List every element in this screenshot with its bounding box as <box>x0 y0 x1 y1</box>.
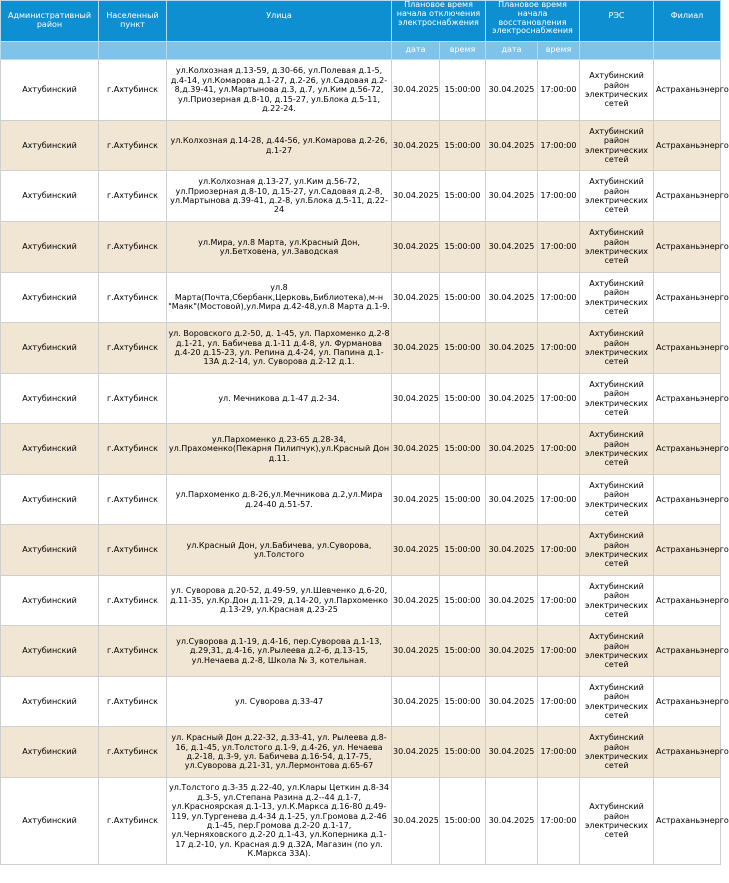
cell-settlement: г.Ахтубинск <box>99 576 167 626</box>
cell-on-time: 17:00:00 <box>538 525 580 576</box>
cell-off-date: 30.04.2025 <box>392 677 440 727</box>
table-row <box>1 525 721 576</box>
cell-off-time: 15:00:00 <box>440 171 486 222</box>
cell-district: Ахтубинский <box>1 171 99 222</box>
cell-off-date: 30.04.2025 <box>392 576 440 626</box>
col-res: РЭС <box>580 1 654 42</box>
cell-branch: Астраханьэнерго <box>654 626 721 677</box>
sub-empty <box>654 42 721 60</box>
col-branch: Филиал <box>654 1 721 42</box>
cell-on-date: 30.04.2025 <box>486 171 538 222</box>
table-row <box>1 374 721 424</box>
table-row <box>1 323 721 374</box>
cell-res: Ахтубинский район электрических сетей <box>580 677 654 727</box>
cell-settlement: г.Ахтубинск <box>99 60 167 121</box>
cell-street: ул.Красный Дон, ул.Бабичева, ул.Суворова, ул.Толстого <box>167 525 392 576</box>
cell-res: Ахтубинский район электрических сетей <box>580 374 654 424</box>
cell-branch: Астраханьэнерго <box>654 171 721 222</box>
cell-district: Ахтубинский <box>1 626 99 677</box>
cell-street: ул.Суворова д.1-19, д.4-16, пер.Суворова д.1-13, д.29,31, д.4-16, ул.Рылеева д.2-6, д.13-15, ул.Нечаева д.2-8, Школа № 3, котельная. <box>167 626 392 677</box>
cell-street: ул.Колхозная д.13-59, д.30-66, ул.Полевая д.1-5, д.4-14, ул.Комарова д.1-27, д.2-26, ул.Садовая д.2-8,д.39-41, ул.Мартынова д.3, д.7, ул.Ким д.56-72, ул.Приозерная д.8-10, д.15-27, ул.Блока д.5-11, д.22-24. <box>167 60 392 121</box>
cell-street: ул. Красный Дон д.22-32, д.33-41, ул. Рылеева д.8-16, д.1-45, ул.Толстого д.1-9, д.4-26, ул. Нечаева д.2-18, д.3-9, ул. Бабичева д.16-54, д.17-75, ул.Суворова д.21-31, ул.Лермонтова д.65-67 <box>167 727 392 778</box>
cell-settlement: г.Ахтубинск <box>99 323 167 374</box>
cell-street: ул.Колхозная д.14-28, д.44-56, ул.Комарова д.2-26, д.1-27 <box>167 121 392 171</box>
cell-off-time: 15:00:00 <box>440 576 486 626</box>
cell-branch: Астраханьэнерго <box>654 374 721 424</box>
cell-on-date: 30.04.2025 <box>486 727 538 778</box>
cell-settlement: г.Ахтубинск <box>99 424 167 475</box>
cell-street: ул. Воровского д.2-50, д. 1-45, ул. Пархоменко д.2-8 д.1-21, ул. Бабичева д.1-11 д.4-8, ул. Фурманова д.4-20 д.15-23, ул. Репина д.4-24, ул. Папина д.1-13А д.2-14, ул. Суворова д.2-12 д.1. <box>167 323 392 374</box>
cell-off-time: 15:00:00 <box>440 525 486 576</box>
cell-settlement: г.Ахтубинск <box>99 677 167 727</box>
cell-on-time: 17:00:00 <box>538 576 580 626</box>
cell-off-date: 30.04.2025 <box>392 525 440 576</box>
cell-on-date: 30.04.2025 <box>486 525 538 576</box>
table-row <box>1 677 721 727</box>
cell-district: Ахтубинский <box>1 323 99 374</box>
cell-on-time: 17:00:00 <box>538 677 580 727</box>
cell-res: Ахтубинский район электрических сетей <box>580 576 654 626</box>
cell-off-time: 15:00:00 <box>440 677 486 727</box>
cell-on-date: 30.04.2025 <box>486 60 538 121</box>
cell-on-date: 30.04.2025 <box>486 273 538 323</box>
cell-district: Ахтубинский <box>1 374 99 424</box>
cell-res: Ахтубинский район электрических сетей <box>580 171 654 222</box>
table-body <box>1 60 729 865</box>
cell-off-date: 30.04.2025 <box>392 424 440 475</box>
cell-res: Ахтубинский район электрических сетей <box>580 323 654 374</box>
cell-on-time: 17:00:00 <box>538 60 580 121</box>
cell-on-date: 30.04.2025 <box>486 778 538 865</box>
cell-district: Ахтубинский <box>1 677 99 727</box>
table-row <box>1 273 721 323</box>
sub-off-time: время <box>440 42 486 60</box>
cell-branch: Астраханьэнерго <box>654 475 721 525</box>
col-settlement: Населенный пункт <box>99 1 167 42</box>
cell-district: Ахтубинский <box>1 273 99 323</box>
sub-off-date: дата <box>392 42 440 60</box>
cell-branch: Астраханьэнерго <box>654 121 721 171</box>
cell-branch: Астраханьэнерго <box>654 727 721 778</box>
cell-off-date: 30.04.2025 <box>392 323 440 374</box>
cell-on-date: 30.04.2025 <box>486 374 538 424</box>
cell-district: Ахтубинский <box>1 525 99 576</box>
table-row <box>1 727 721 778</box>
table-row <box>1 778 721 865</box>
cell-on-date: 30.04.2025 <box>486 626 538 677</box>
cell-settlement: г.Ахтубинск <box>99 222 167 273</box>
cell-settlement: г.Ахтубинск <box>99 171 167 222</box>
sub-empty <box>580 42 654 60</box>
sub-on-time: время <box>538 42 580 60</box>
col-restore-time: Плановое время начала восстановления электроснабжения <box>486 1 580 42</box>
table-row <box>1 171 721 222</box>
table-row <box>1 424 721 475</box>
cell-district: Ахтубинский <box>1 576 99 626</box>
cell-settlement: г.Ахтубинск <box>99 121 167 171</box>
cell-off-date: 30.04.2025 <box>392 727 440 778</box>
cell-on-time: 17:00:00 <box>538 727 580 778</box>
sub-empty <box>167 42 392 60</box>
cell-off-time: 15:00:00 <box>440 374 486 424</box>
cell-street: ул.8 Марта(Почта,Сбербанк,Церковь,Библиотека),м-н "Маяк"(Мостовой),ул.Мира д.42-48,ул.8 Марта д.1-9. <box>167 273 392 323</box>
cell-settlement: г.Ахтубинск <box>99 525 167 576</box>
cell-street: ул.Мира, ул.8 Марта, ул.Красный Дон, ул.Бетховена, ул.Заводская <box>167 222 392 273</box>
cell-district: Ахтубинский <box>1 727 99 778</box>
cell-off-date: 30.04.2025 <box>392 222 440 273</box>
cell-branch: Астраханьэнерго <box>654 677 721 727</box>
cell-branch: Астраханьэнерго <box>654 778 721 865</box>
cell-branch: Астраханьэнерго <box>654 576 721 626</box>
cell-on-time: 17:00:00 <box>538 778 580 865</box>
cell-off-time: 15:00:00 <box>440 727 486 778</box>
col-street: Улица <box>167 1 392 42</box>
cell-on-time: 17:00:00 <box>538 424 580 475</box>
table-row <box>1 576 721 626</box>
cell-on-time: 17:00:00 <box>538 475 580 525</box>
cell-on-time: 17:00:00 <box>538 222 580 273</box>
cell-off-time: 15:00:00 <box>440 626 486 677</box>
cell-res: Ахтубинский район электрических сетей <box>580 273 654 323</box>
cell-off-time: 15:00:00 <box>440 60 486 121</box>
cell-on-time: 17:00:00 <box>538 626 580 677</box>
cell-on-time: 17:00:00 <box>538 121 580 171</box>
cell-on-date: 30.04.2025 <box>486 424 538 475</box>
cell-on-date: 30.04.2025 <box>486 475 538 525</box>
cell-on-time: 17:00:00 <box>538 273 580 323</box>
cell-district: Ахтубинский <box>1 424 99 475</box>
table-row <box>1 626 721 677</box>
header-row <box>1 1 721 42</box>
cell-district: Ахтубинский <box>1 778 99 865</box>
cell-res: Ахтубинский район электрических сетей <box>580 727 654 778</box>
cell-district: Ахтубинский <box>1 60 99 121</box>
cell-off-date: 30.04.2025 <box>392 171 440 222</box>
cell-branch: Астраханьэнерго <box>654 323 721 374</box>
cell-district: Ахтубинский <box>1 121 99 171</box>
cell-street: ул. Суворова д.20-52, д.49-59, ул.Шевченко д.6-20, д.11-35, ул.Кр.Дон д.11-29, д.14-20, ул.Пархоменко д.13-29, ул.Красная д.23-25 <box>167 576 392 626</box>
sub-on-date: дата <box>486 42 538 60</box>
cell-off-time: 15:00:00 <box>440 424 486 475</box>
cell-settlement: г.Ахтубинск <box>99 727 167 778</box>
cell-res: Ахтубинский район электрических сетей <box>580 626 654 677</box>
cell-on-date: 30.04.2025 <box>486 323 538 374</box>
cell-res: Ахтубинский район электрических сетей <box>580 424 654 475</box>
table-row <box>1 121 721 171</box>
cell-off-time: 15:00:00 <box>440 222 486 273</box>
cell-settlement: г.Ахтубинск <box>99 626 167 677</box>
cell-res: Ахтубинский район электрических сетей <box>580 60 654 121</box>
cell-off-date: 30.04.2025 <box>392 626 440 677</box>
col-district: Административный район <box>1 1 99 42</box>
cell-branch: Астраханьэнерго <box>654 424 721 475</box>
cell-street: ул.Толстого д.3-35 д.22-40, ул.Клары Цеткин д.8-34 д.3-5, ул.Степана Разина д.2--44 д.1-7, ул.Красноярская д.1-13, ул.К.Маркса д.16-80 д.49-119, ул.Тургенева д.4-34 д.1-25, ул.Громова д.2-46 д.1-45, пер.Громова д.2-20 д.1-17, ул.Черняховского д.2-20 д.1-43, ул.Коперника д.1-17 д.2-10, ул. Красная д.9 д.32А, Магазин (по ул. К.Маркса 33А). <box>167 778 392 865</box>
cell-on-time: 17:00:00 <box>538 323 580 374</box>
table-row <box>1 60 721 121</box>
table-row <box>1 475 721 525</box>
subheader-row <box>1 42 721 60</box>
cell-settlement: г.Ахтубинск <box>99 273 167 323</box>
cell-branch: Астраханьэнерго <box>654 222 721 273</box>
cell-res: Ахтубинский район электрических сетей <box>580 525 654 576</box>
cell-off-date: 30.04.2025 <box>392 60 440 121</box>
cell-on-date: 30.04.2025 <box>486 222 538 273</box>
cell-settlement: г.Ахтубинск <box>99 778 167 865</box>
cell-street: ул. Мечникова д.1-47 д.2-34. <box>167 374 392 424</box>
cell-off-time: 15:00:00 <box>440 475 486 525</box>
cell-off-date: 30.04.2025 <box>392 374 440 424</box>
cell-district: Ахтубинский <box>1 475 99 525</box>
cell-street: ул.Пархоменко д.8-26,ул.Мечникова д.2,ул.Мира д.24-40 д.51-57. <box>167 475 392 525</box>
cell-res: Ахтубинский район электрических сетей <box>580 475 654 525</box>
table-row <box>1 222 721 273</box>
cell-on-date: 30.04.2025 <box>486 121 538 171</box>
cell-street: ул.Колхозная д.13-27, ул.Ким д.56-72, ул.Приозерная д.8-10, д.15-27, ул.Садовая д.2-8, ул.Мартынова д.39-41, д.2-8, ул.Блока д.5-11, д.22-24 <box>167 171 392 222</box>
col-off-time: Плановое время начала отключения электроснабжения <box>392 1 486 42</box>
sub-empty <box>99 42 167 60</box>
cell-street: ул. Суворова д.33-47 <box>167 677 392 727</box>
cell-res: Ахтубинский район электрических сетей <box>580 222 654 273</box>
cell-off-date: 30.04.2025 <box>392 475 440 525</box>
cell-on-date: 30.04.2025 <box>486 677 538 727</box>
cell-on-time: 17:00:00 <box>538 374 580 424</box>
cell-off-time: 15:00:00 <box>440 121 486 171</box>
cell-district: Ахтубинский <box>1 222 99 273</box>
cell-off-date: 30.04.2025 <box>392 273 440 323</box>
cell-branch: Астраханьэнерго <box>654 525 721 576</box>
cell-branch: Астраханьэнерго <box>654 60 721 121</box>
cell-off-time: 15:00:00 <box>440 778 486 865</box>
cell-settlement: г.Ахтубинск <box>99 374 167 424</box>
cell-res: Ахтубинский район электрических сетей <box>580 121 654 171</box>
cell-off-time: 15:00:00 <box>440 323 486 374</box>
cell-off-date: 30.04.2025 <box>392 121 440 171</box>
cell-res: Ахтубинский район электрических сетей <box>580 778 654 865</box>
cell-settlement: г.Ахтубинск <box>99 475 167 525</box>
sub-empty <box>1 42 99 60</box>
cell-on-time: 17:00:00 <box>538 171 580 222</box>
cell-off-time: 15:00:00 <box>440 273 486 323</box>
cell-branch: Астраханьэнерго <box>654 273 721 323</box>
cell-off-date: 30.04.2025 <box>392 778 440 865</box>
cell-street: ул.Пархоменко д.23-65 д.28-34, ул.Прахоменко(Пекарня Пилипчук),ул.Красный Дон д.11. <box>167 424 392 475</box>
cell-on-date: 30.04.2025 <box>486 576 538 626</box>
